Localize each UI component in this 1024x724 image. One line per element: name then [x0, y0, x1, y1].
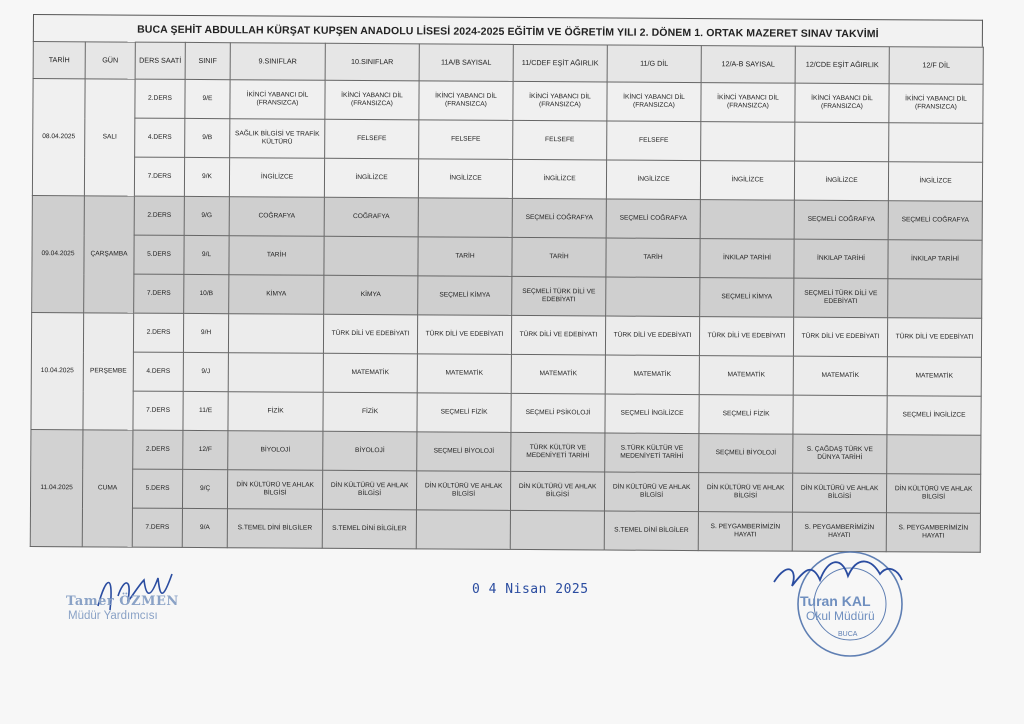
exam-cell: DİN KÜLTÜRÜ VE AHLAK BİLGİSİ: [416, 471, 510, 511]
exam-cell: TÜRK DİLİ VE EDEBİYATI: [605, 316, 699, 356]
exam-cell: DİN KÜLTÜRÜ VE AHLAK BİLGİSİ: [886, 474, 980, 514]
exam-cell: SEÇMELİ COĞRAFYA: [888, 201, 982, 241]
exam-cell: SEÇMELİ FİZİK: [417, 393, 511, 433]
day-cell: SALI: [84, 79, 135, 196]
exam-cell: FELSEFE: [607, 121, 701, 161]
exam-cell: TÜRK DİLİ VE EDEBİYATI: [417, 315, 511, 355]
exam-cell: SEÇMELİ TÜRK DİLİ VE EDEBİYATI: [794, 278, 888, 318]
exam-schedule: [30, 14, 983, 560]
header-cell: 12/F DİL: [889, 47, 983, 85]
exam-cell: DİN KÜLTÜRÜ VE AHLAK BİLGİSİ: [322, 470, 416, 510]
exam-cell: DİN KÜLTÜRÜ VE AHLAK BİLGİSİ: [792, 473, 886, 513]
exam-cell: [888, 279, 982, 319]
class-cell: 9/K: [184, 157, 229, 196]
hour-cell: 4.DERS: [135, 118, 185, 157]
header-cell: 9.SINIFLAR: [230, 43, 325, 81]
exam-cell: TARİH: [606, 238, 700, 278]
exam-cell: İNGİLİZCE: [418, 159, 512, 199]
hour-cell: 5.DERS: [132, 469, 182, 508]
exam-cell: MATEMATİK: [793, 356, 887, 396]
exam-cell: SEÇMELİ İNGİLİZCE: [887, 396, 981, 436]
exam-cell: SEÇMELİ BİYOLOJİ: [699, 434, 793, 474]
exam-cell: TÜRK DİLİ VE EDEBİYATI: [511, 315, 605, 355]
header-cell: GÜN: [85, 42, 135, 79]
exam-cell: BİYOLOJİ: [323, 431, 417, 471]
class-cell: 9/B: [185, 118, 230, 157]
exam-cell: TÜRK DİLİ VE EDEBİYATI: [793, 317, 887, 357]
exam-cell: TÜRK DİLİ VE EDEBİYATI: [887, 318, 981, 358]
exam-cell: TÜRK DİLİ VE EDEBİYATI: [699, 317, 793, 357]
header-row: [33, 42, 983, 85]
exam-cell: MATEMATİK: [699, 356, 793, 396]
class-cell: 9/J: [183, 352, 228, 391]
exam-cell: DİN KÜLTÜRÜ VE AHLAK BİLGİSİ: [510, 471, 604, 511]
header-cell: TARİH: [33, 42, 85, 79]
exam-cell: TARİH: [418, 237, 512, 277]
exam-cell: S. PEYGAMBERİMİZİN HAYATI: [792, 512, 886, 552]
exam-cell: [793, 395, 887, 435]
exam-cell: İNGİLİZCE: [700, 161, 794, 201]
date-cell: 08.04.2025: [32, 79, 85, 196]
exam-cell: KİMYA: [324, 275, 418, 315]
exam-cell: İNGİLİZCE: [324, 158, 418, 198]
exam-cell: İKİNCİ YABANCI DİL (FRANSIZCA): [513, 81, 607, 121]
exam-cell: MATEMATİK: [887, 357, 981, 397]
class-cell: 9/G: [184, 196, 229, 235]
hour-cell: 2.DERS: [135, 79, 185, 118]
exam-cell: [228, 314, 323, 354]
exam-cell: İNKILAP TARİHİ: [888, 240, 982, 280]
exam-cell: İKİNCİ YABANCI DİL (FRANSIZCA): [230, 80, 325, 120]
exam-cell: MATEMATİK: [417, 354, 511, 394]
header-cell: 12/A-B SAYISAL: [701, 46, 795, 84]
exam-cell: TÜRK DİLİ VE EDEBİYATI: [323, 314, 417, 354]
table-row: [32, 273, 982, 318]
class-cell: 9/L: [184, 235, 229, 274]
exam-cell: İNKILAP TARİHİ: [700, 239, 794, 279]
class-cell: 12/F: [183, 430, 228, 469]
table-row: [32, 195, 982, 240]
hour-cell: 2.DERS: [133, 313, 183, 352]
exam-cell: [418, 198, 512, 238]
table-row: [32, 157, 982, 202]
exam-cell: SAĞLIK BİLGİSİ VE TRAFİK KÜLTÜRÜ: [230, 119, 325, 159]
hour-cell: 7.DERS: [134, 274, 184, 313]
exam-cell: SEÇMELİ FİZİK: [699, 395, 793, 435]
exam-cell: FELSEFE: [419, 120, 513, 160]
exam-cell: [889, 123, 983, 163]
exam-cell: İKİNCİ YABANCI DİL (FRANSIZCA): [795, 83, 889, 123]
exam-cell: S.TEMEL DİNİ BİLGİLER: [322, 509, 416, 549]
exam-cell: İNGİLİZCE: [512, 159, 606, 199]
header-cell: 10.SINIFLAR: [325, 43, 419, 81]
header-cell: SINIF: [185, 42, 230, 79]
table-row: [31, 429, 981, 474]
hour-cell: 4.DERS: [133, 352, 183, 391]
hour-cell: 2.DERS: [134, 196, 184, 235]
table-row: [33, 118, 983, 163]
exam-cell: [324, 236, 418, 276]
document-title: BUCA ŞEHİT ABDULLAH KÜRŞAT KUPŞEN ANADOLU LİSESİ 2024-2025 EĞİTİM VE ÖĞRETİM YILI 2. DÖNEM 1. ORTAK MAZERET SINAV TAKVİMİ: [33, 14, 983, 47]
date-cell: 11.04.2025: [30, 429, 83, 546]
exam-cell: DİN KÜLTÜRÜ VE AHLAK BİLGİSİ: [227, 470, 322, 510]
exam-cell: MATEMATİK: [323, 353, 417, 393]
table-row: [32, 234, 982, 279]
hour-cell: 7.DERS: [134, 157, 184, 196]
exam-cell: FELSEFE: [325, 119, 419, 159]
exam-cell: İKİNCİ YABANCI DİL (FRANSIZCA): [701, 83, 795, 123]
exam-cell: [700, 200, 794, 240]
exam-cell: İNGİLİZCE: [794, 161, 888, 201]
header-cell: 11/CDEF EŞİT AĞIRLIK: [513, 44, 607, 82]
exam-cell: İNGİLİZCE: [888, 162, 982, 202]
exam-cell: DİN KÜLTÜRÜ VE AHLAK BİLGİSİ: [604, 472, 698, 512]
exam-cell: İKİNCİ YABANCI DİL (FRANSIZCA): [419, 81, 513, 121]
exam-cell: MATEMATİK: [605, 355, 699, 395]
exam-cell: [510, 510, 604, 550]
class-cell: 11/E: [183, 391, 228, 430]
exam-cell: S. PEYGAMBERİMİZİN HAYATI: [698, 512, 792, 552]
exam-cell: DİN KÜLTÜRÜ VE AHLAK BİLGİSİ: [698, 473, 792, 513]
exam-cell: FİZİK: [323, 392, 417, 432]
exam-cell: [416, 510, 510, 550]
exam-cell: İKİNCİ YABANCI DİL (FRANSIZCA): [889, 84, 983, 124]
exam-cell: TÜRK KÜLTÜR VE MEDENİYETİ TARİHİ: [511, 432, 605, 472]
exam-cell: TARİH: [512, 237, 606, 277]
exam-cell: [795, 122, 889, 162]
exam-cell: İNKILAP TARİHİ: [794, 239, 888, 279]
exam-cell: SEÇMELİ COĞRAFYA: [512, 198, 606, 238]
exam-cell: S. PEYGAMBERİMİZİN HAYATI: [886, 513, 980, 553]
exam-cell: [701, 122, 795, 162]
exam-cell: FİZİK: [228, 392, 323, 432]
header-cell: 11A/B SAYISAL: [419, 44, 513, 82]
exam-cell: TARİH: [229, 236, 324, 276]
table-row: [33, 79, 983, 124]
principal-name: Turan KAL: [800, 593, 871, 609]
class-cell: 9/A: [182, 508, 227, 547]
exam-cell: BİYOLOJİ: [228, 431, 323, 471]
schedule-table: [30, 41, 984, 553]
exam-cell: SEÇMELİ TÜRK DİLİ VE EDEBİYATI: [512, 276, 606, 316]
exam-cell: [887, 435, 981, 475]
exam-cell: SEÇMELİ COĞRAFYA: [606, 199, 700, 239]
exam-cell: SEÇMELİ BİYOLOJİ: [417, 432, 511, 472]
hour-cell: 7.DERS: [133, 391, 183, 430]
exam-cell: SEÇMELİ İNGİLİZCE: [605, 394, 699, 434]
schedule-body: [30, 79, 983, 553]
exam-cell: [606, 277, 700, 317]
hour-cell: 7.DERS: [132, 508, 182, 547]
day-cell: PERŞEMBE: [83, 313, 134, 430]
svg-text:BUCA: BUCA: [838, 631, 858, 638]
exam-cell: COĞRAFYA: [229, 197, 324, 237]
table-row: [31, 351, 981, 396]
exam-cell: İNGİLİZCE: [229, 158, 324, 198]
date-cell: 10.04.2025: [31, 312, 84, 429]
table-row: [30, 468, 980, 513]
exam-cell: İKİNCİ YABANCI DİL (FRANSIZCA): [607, 82, 701, 122]
principal-role: Okul Müdürü: [806, 609, 875, 623]
vice-principal-role: Müdür Yardımcısı: [68, 610, 158, 622]
exam-cell: S.TEMEL DİNİ BİLGİLER: [227, 509, 322, 549]
table-row: [31, 312, 981, 357]
class-cell: 9/Ç: [182, 469, 227, 508]
exam-cell: FELSEFE: [513, 120, 607, 160]
exam-cell: MATEMATİK: [511, 354, 605, 394]
header-cell: DERS SAATİ: [135, 42, 185, 79]
exam-cell: SEÇMELİ KİMYA: [700, 278, 794, 318]
exam-cell: S.TÜRK KÜLTÜR VE MEDENİYETİ TARİHİ: [605, 433, 699, 473]
header-cell: 11/G DİL: [607, 45, 701, 83]
hour-cell: 5.DERS: [134, 235, 184, 274]
day-cell: ÇARŞAMBA: [84, 196, 135, 313]
exam-cell: SEÇMELİ COĞRAFYA: [794, 200, 888, 240]
vice-principal-name: Tamer ÖZMEN: [66, 594, 179, 609]
exam-cell: İKİNCİ YABANCI DİL (FRANSIZCA): [325, 80, 419, 120]
exam-cell: [228, 353, 323, 393]
day-cell: CUMA: [82, 430, 133, 547]
hour-cell: 2.DERS: [133, 430, 183, 469]
class-cell: 9/E: [185, 79, 230, 118]
exam-cell: İNGİLİZCE: [606, 160, 700, 200]
exam-cell: SEÇMELİ PSİKOLOJİ: [511, 393, 605, 433]
header-cell: 12/CDE EŞİT AĞIRLIK: [795, 46, 889, 84]
date-stamp: 0 4 Nisan 2025: [472, 582, 589, 597]
exam-cell: COĞRAFYA: [324, 197, 418, 237]
exam-cell: S.TEMEL DİNİ BİLGİLER: [604, 511, 698, 551]
date-cell: 09.04.2025: [32, 195, 85, 312]
exam-cell: S. ÇAĞDAŞ TÜRK VE DÜNYA TARİHİ: [793, 434, 887, 474]
class-cell: 10/B: [184, 274, 229, 313]
exam-cell: KİMYA: [229, 275, 324, 315]
table-row: [31, 390, 981, 435]
class-cell: 9/H: [183, 313, 228, 352]
exam-cell: SEÇMELİ KİMYA: [418, 276, 512, 316]
